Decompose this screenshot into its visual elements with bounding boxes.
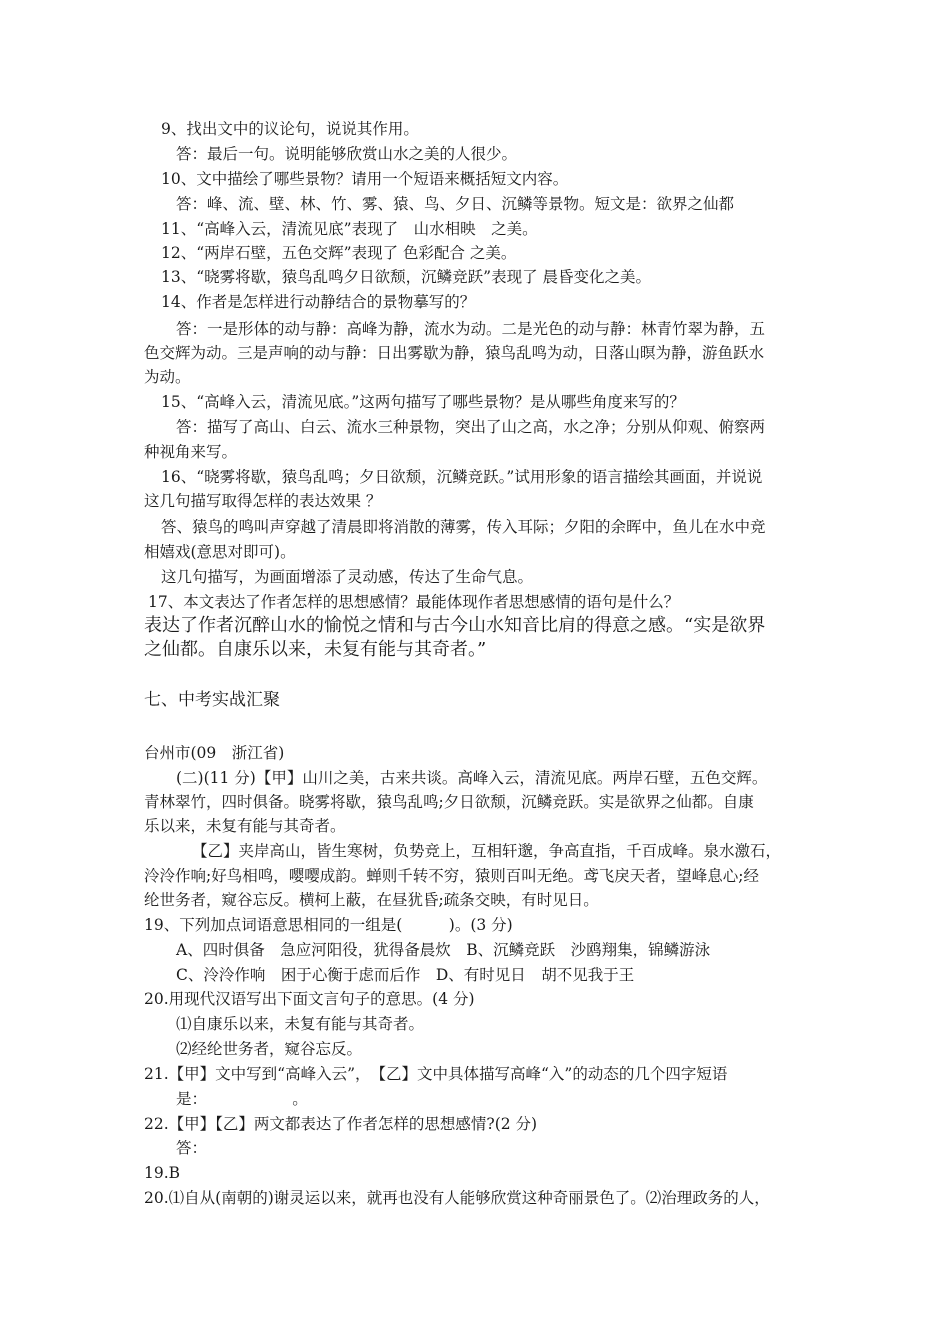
text-line: 答：一是形体的动与静：高峰为静，流水为动。二是光色的动与静：林青竹翠为静，五 xyxy=(176,320,766,338)
text-line: 9、找出文中的议论句，说说其作用。 xyxy=(161,120,419,138)
text-line: 表达了作者沉醉山水的愉悦之情和与古今山水知音比肩的得意之感。“实是欲界 xyxy=(144,615,766,636)
text-line: 答：最后一句。说明能够欣赏山水之美的人很少。 xyxy=(176,145,518,163)
text-line: 22.【甲】【乙】两文都表达了作者怎样的思想感情?(2 分) xyxy=(144,1115,538,1133)
text-line: 20.用现代汉语写出下面文言句子的意思。(4 分) xyxy=(144,990,475,1008)
text-line: A、四时俱备 急应河阳役，犹得备晨炊 B、沉鳞竞跃 沙鸥翔集，锦鳞游泳 xyxy=(176,941,711,959)
text-line: 种视角来写。 xyxy=(144,443,238,461)
text-line: 色交辉为动。三是声响的动与静：日出雾歇为静，猿鸟乱鸣为动，日落山暝为静，游鱼跃水 xyxy=(144,344,765,362)
text-line: 台州市(09 浙江省) xyxy=(144,744,285,762)
text-line: C、泠泠作响 困于心衡于虑而后作 D、有时见日 胡不见我于王 xyxy=(176,966,635,984)
text-line: 答：峰、流、壁、林、竹、雾、猿、鸟、夕日、沉鳞等景物。短文是：欲界之仙都 xyxy=(176,195,735,213)
text-line: 21.【甲】文中写到“高峰入云”， 【乙】文中具体描写高峰“入”的动态的几个四字短语 xyxy=(144,1065,728,1083)
text-line: 13、“晓雾将歇，猿鸟乱鸣夕日欲颓，沉鳞竞跃”表现了 晨昏变化之美。 xyxy=(161,268,652,286)
text-line: 12、“两岸石壁，五色交辉”表现了 色彩配合 之美。 xyxy=(161,244,517,262)
text-line: 这几句描写取得怎样的表达效果 ？ xyxy=(144,492,382,510)
text-line: 10、文中描绘了哪些景物？请用一个短语来概括短文内容。 xyxy=(161,170,569,188)
text-line: ⑴自康乐以来，未复有能与其奇者。 xyxy=(176,1015,425,1033)
text-line: 乐以来，未复有能与其奇者。 xyxy=(144,817,346,835)
text-line: 19、下列加点词语意思相同的一组是( )。(3 分) xyxy=(144,916,513,934)
text-line: 14、作者是怎样进行动静结合的景物摹写的？ xyxy=(161,293,476,311)
text-line: 16、“晓雾将歇，猿鸟乱鸣；夕日欲颓，沉鳞竞跃。”试用形象的语言描绘其画面，并说说 xyxy=(161,468,763,486)
text-line: 【乙】夹岸高山，皆生寒树，负势竞上，互相轩邈，争高直指，千百成峰。泉水激石， xyxy=(192,842,782,860)
text-line: 答、猿鸟的鸣叫声穿越了清晨即将消散的薄雾，传入耳际；夕阳的余晖中，鱼儿在水中竞 xyxy=(161,518,766,536)
text-line: ⑵经纶世务者，窥谷忘反。 xyxy=(176,1040,363,1058)
text-line: 20.⑴自从(南朝的)谢灵运以来，就再也没有人能够欣赏这种奇丽景色了。⑵治理政务的人， xyxy=(144,1189,770,1207)
text-line: 这几句描写，为画面增添了灵动感，传达了生命气息。 xyxy=(161,568,534,586)
text-line: 纶世务者，窥谷忘反。横柯上蔽，在昼犹昏;疏条交映，有时见日。 xyxy=(144,891,599,909)
text-line: 15、“高峰入云，清流见底。”这两句描写了哪些景物？是从哪些角度来写的？ xyxy=(161,393,685,411)
text-line: 11、“高峰入云，清流见底”表现了 山水相映 之美。 xyxy=(161,220,538,238)
text-line: 为动。 xyxy=(144,368,191,386)
text-line: 相嬉戏(意思对即可)。 xyxy=(144,543,296,561)
text-line: 答：描写了高山、白云、流水三种景物，突出了山之高，水之净；分别从仰观、俯察两 xyxy=(176,418,766,436)
text-line: 之仙都。自康乐以来，未复有能与其奇者。” xyxy=(144,639,487,660)
text-line: 泠泠作响;好鸟相鸣，嘤嘤成韵。蝉则千转不穷，猿则百叫无绝。鸢飞戾天者，望峰息心;经 xyxy=(144,867,759,885)
text-line: 19.B xyxy=(144,1164,181,1182)
section-heading: 七、中考实战汇聚 xyxy=(144,690,280,710)
text-line: 青林翠竹，四时俱备。晓雾将歇，猿鸟乱鸣;夕日欲颓，沉鳞竞跃。实是欲界之仙都。自康 xyxy=(144,793,754,811)
text-line: 17、本文表达了作者怎样的思想感情？最能体现作者思想感情的语句是什么？ xyxy=(148,593,680,611)
text-line: 是： 。 xyxy=(176,1090,308,1108)
text-line: (二)(11 分)【甲】山川之美，古来共谈。高峰入云，清流见底。两岸石壁，五色交辉。 xyxy=(176,769,768,787)
text-line: 答： xyxy=(176,1139,208,1157)
